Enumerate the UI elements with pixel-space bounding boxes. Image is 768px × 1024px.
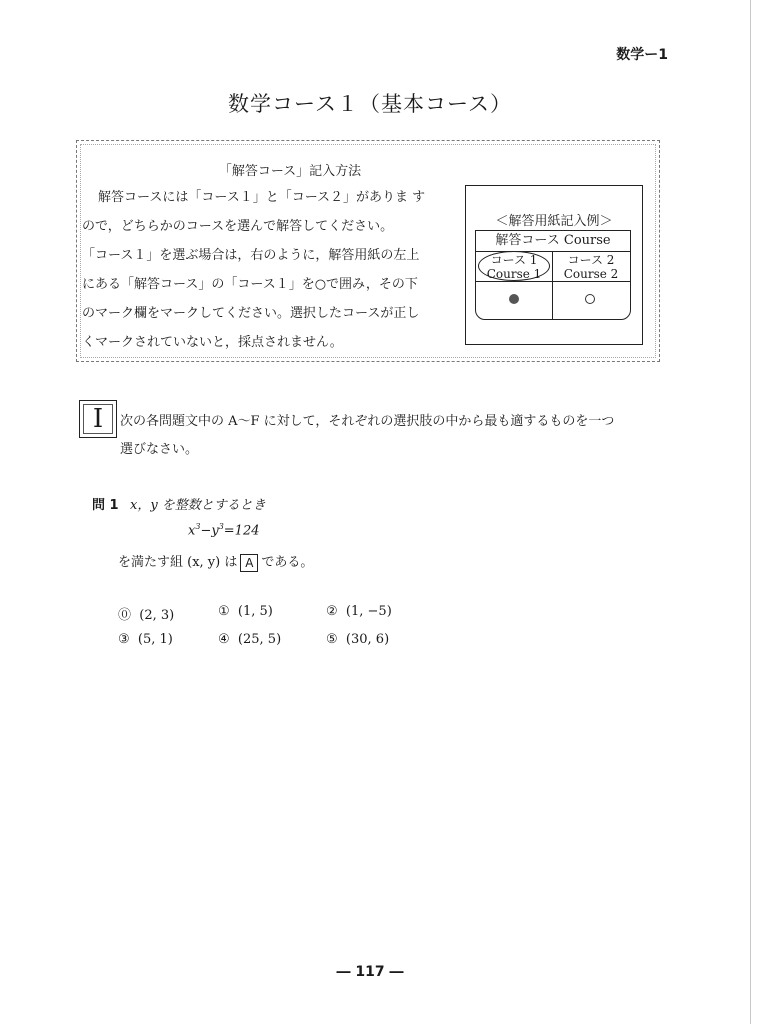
choice-1: ① (1, 5): [218, 604, 273, 619]
instructions-heading: 「解答コース」記入方法: [218, 164, 362, 179]
choice-0: ⓪ (2, 3): [118, 608, 175, 623]
question-condition: を満たす組 (x, y) は A である。: [118, 555, 314, 570]
course-selection-sheet: [475, 230, 631, 320]
section-instruction-line: 選びなさい。: [120, 442, 199, 457]
empty-mark-bubble: [585, 294, 595, 304]
page-title: 数学コース１（基本コース）: [228, 92, 512, 116]
course-2-cell: コース 2 Course 2: [563, 253, 619, 281]
example-caption: ＜解答用紙記入例＞: [495, 214, 613, 229]
subject-label: 数学ー1: [616, 47, 668, 63]
course-1-cell: コース 1 Course 1: [486, 253, 542, 281]
answer-box-a: A: [240, 554, 258, 572]
question-stem: x，y を整数とするとき: [130, 498, 266, 513]
choice-3: ③ (5, 1): [118, 632, 173, 647]
question-label: 問 1: [92, 498, 119, 513]
sheet-header: 解答コース Course: [476, 231, 630, 252]
course-1-circle-mark: [478, 251, 550, 281]
instructions-line: 「コース１」を選ぶ場合は，右のように，解答用紙の左上: [82, 248, 420, 263]
filled-mark-bubble: [509, 294, 519, 304]
section-instruction-line: 次の各問題文中の A～F に対して，それぞれの選択肢の中から最も適するものを一つ: [120, 414, 615, 429]
instructions-line: ので，どちらかのコースを選んで解答してください。: [82, 219, 394, 234]
question-equation: $x^3-y^3=124$: [188, 522, 260, 539]
choice-5: ⑤ (30, 6): [326, 632, 390, 647]
instructions-line: にある「解答コース」の「コース１」を○で囲み，その下: [82, 277, 418, 292]
instructions-line: のマーク欄をマークしてください。選択したコースが正し: [82, 306, 420, 321]
instructions-line: くマークされていないと，採点されません。: [82, 335, 343, 350]
section-number: I: [92, 404, 104, 434]
page-edge-rule: [750, 0, 751, 1024]
choice-2: ② (1, −5): [326, 604, 392, 619]
instructions-line: 解答コースには「コース１」と「コース２」がありま す: [98, 190, 426, 205]
choice-4: ④ (25, 5): [218, 632, 282, 647]
page-number: ― 117 ―: [336, 964, 404, 980]
